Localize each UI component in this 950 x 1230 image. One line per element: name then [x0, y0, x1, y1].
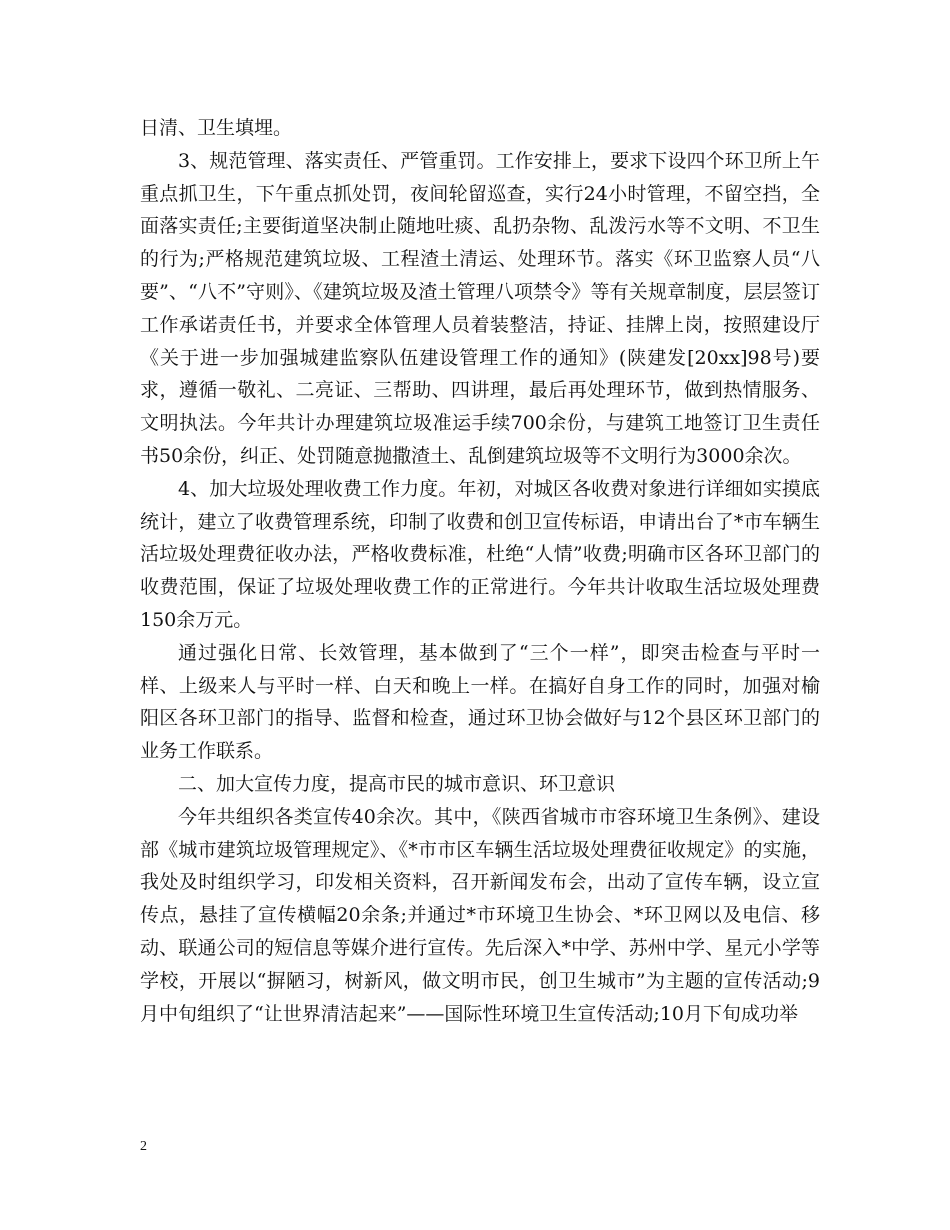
paragraph-summary: 通过强化日常、长效管理，基本做到了“三个一样”，即突击检查与平时一样、上级来人与平时一样、白天和晚上一样。在搞好自身工作的同时，加强对榆阳区各环卫部门的指导、监督和检查，通过环卫协会做好与12个县区环卫部门的业务工作联系。	[140, 641, 820, 763]
document-body	[140, 112, 820, 1030]
paragraph-item-3: 3、规范管理、落实责任、严管重罚。工作安排上，要求下设四个环卫所上午重点抓卫生，下午重点抓处罚，夜间轮留巡查，实行24小时管理，不留空挡，全面落实责任;主要街道坚决制止随地吐痰、乱扔杂物、乱泼污水等不文明、不卫生的行为;严格规范建筑垃圾、工程渣土清运、处理环节。落实《环卫监察人员“八要”、“八不”守则》、《建筑垃圾及渣土管理八项禁令》等有关规章制度，层层签订工作承诺责任书，并要求全体管理人员着装整洁，持证、挂牌上岗，按照建设厅《关于进一步加强城建监察队伍建设管理工作的通知》(陕建发[20xx]98号)要求，遵循一敬礼、二亮证、三帮助、四讲理，最后再处理环节，做到热情服务、文明执法。今年共计办理建筑垃圾准运手续700余份，与建筑工地签订卫生责任书50余份，纠正、处罚随意抛撒渣土、乱倒建筑垃圾等不文明行为3000余次。	[140, 149, 820, 467]
paragraph-continuation: 日清、卫生填埋。	[140, 117, 293, 139]
paragraph-item-4: 4、加大垃圾处理收费工作力度。年初，对城区各收费对象进行详细如实摸底统计，建立了收费管理系统，印制了收费和创卫宣传标语，申请出台了*市车辆生活垃圾处理费征收办法，严格收费标准，杜绝“人情”收费;明确市区各环卫部门的收费范围，保证了垃圾处理收费工作的正常进行。今年共计收取生活垃圾处理费150余万元。	[140, 477, 820, 631]
paragraph-publicity: 今年共组织各类宣传40余次。其中，《陕西省城市市容环境卫生条例》、建设部《城市建筑垃圾管理规定》、《*市市区车辆生活垃圾处理费征收规定》的实施，我处及时组织学习，印发相关资料，召开新闻发布会，出动了宣传车辆，设立宣传点，悬挂了宣传横幅20余条;并通过*市环境卫生协会、*环卫网以及电信、移动、联通公司的短信息等媒介进行宣传。先后深入*中学、苏州中学、星元小学等学校，开展以“摒陋习，树新风，做文明市民，创卫生城市”为主题的宣传活动;9月中旬组织了“让世界清洁起来”——国际性环境卫生宣传活动;10月下旬成功举	[140, 805, 820, 1025]
section-heading: 二、加大宣传力度，提高市民的城市意识、环卫意识	[178, 772, 616, 795]
page-number: 2	[140, 1139, 147, 1154]
